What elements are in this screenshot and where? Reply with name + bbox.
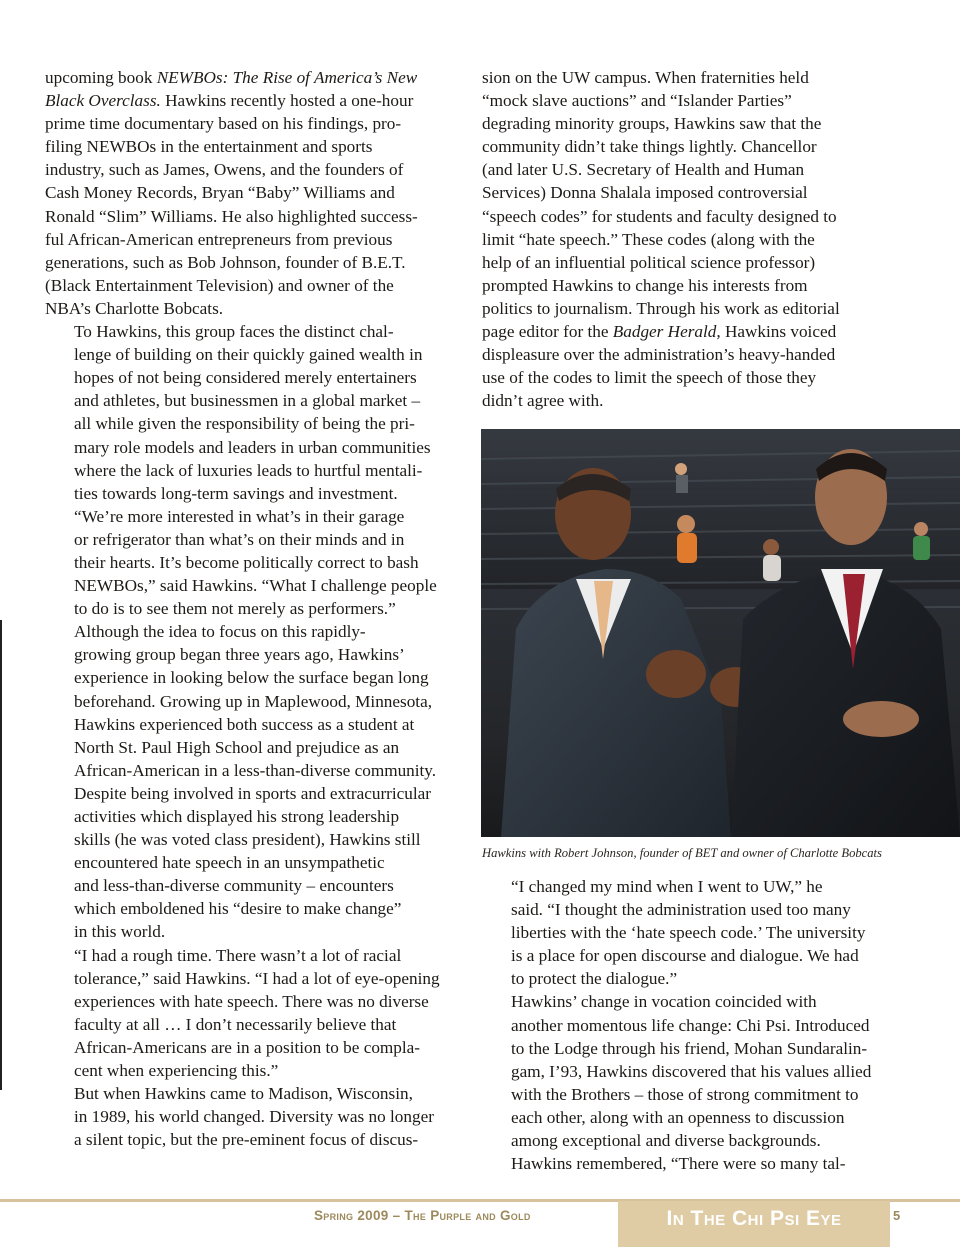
footer-section-box xyxy=(618,1201,890,1247)
text-line: a silent topic, but the pre-eminent focus of discus- xyxy=(74,1130,419,1150)
paragraph xyxy=(45,944,450,1083)
text-line: community didn’t take things lightly. Chancellor xyxy=(482,137,817,157)
text-line: “I had a rough time. There wasn’t a lot of racial xyxy=(74,945,402,965)
text-line: liberties with the ‘hate speech code.’ The university xyxy=(511,923,866,943)
paragraph xyxy=(482,990,887,1152)
paragraph xyxy=(482,66,887,412)
text-line: each other, along with an openness to discussion xyxy=(511,1107,845,1127)
article-photo xyxy=(481,429,960,837)
text-line: Cash Money Records, Bryan “Baby” Williams and xyxy=(45,183,395,203)
paragraph xyxy=(482,875,887,990)
text-run: Hawkins voiced xyxy=(720,322,837,342)
text-line: (and later U.S. Secretary of Health and Human xyxy=(482,160,805,180)
italic-run: Badger Herald, xyxy=(612,322,721,342)
text-line: To Hawkins, this group faces the distinct chal- xyxy=(74,322,394,342)
text-line: said. “I thought the administration used too many xyxy=(511,900,851,920)
text-line: NEWBOs,” said Hawkins. “What I challenge people xyxy=(74,576,437,596)
text-line: (Black Entertainment Television) and owner of the xyxy=(45,275,394,295)
text-line: tolerance,” said Hawkins. “I had a lot of eye-opening xyxy=(74,968,440,988)
text-line: didn’t agree with. xyxy=(482,391,604,411)
text-line: generations, such as Bob Johnson, founder of B.E.T. xyxy=(45,252,406,272)
footer-issue: Spring 2009 – The Purple and Gold xyxy=(314,1208,531,1223)
text-line: beforehand. Growing up in Maplewood, Minnesota, xyxy=(74,691,433,711)
text-line: sion on the UW campus. When fraternities held xyxy=(482,68,809,87)
text-line: Hawkins remembered, “There were so many tal- xyxy=(511,1154,846,1174)
text-line: “I changed my mind when I went to UW,” he xyxy=(511,877,823,896)
text-line: or refrigerator than what’s on their minds and in xyxy=(74,529,405,549)
text-line: ful African-American entrepreneurs from previous xyxy=(45,229,393,249)
text-line: NBA’s Charlotte Bobcats. xyxy=(45,298,224,318)
text-line: growing group began three years ago, Hawkins’ xyxy=(74,645,405,665)
text-line: “We’re more interested in what’s in their garage xyxy=(74,506,405,526)
text-line: prime time documentary based on his findings, pro- xyxy=(45,114,402,134)
text-run: upcoming book xyxy=(45,68,157,87)
text-line: activities which displayed his strong leadership xyxy=(74,807,400,826)
text-line: filing NEWBOs in the entertainment and sports xyxy=(45,137,373,157)
text-line: and less-than-diverse community – encounters xyxy=(74,876,394,896)
text-line: experience in looking below the surface began long xyxy=(74,668,429,688)
text-line xyxy=(45,66,450,89)
photo-illustration xyxy=(481,429,960,837)
paragraph xyxy=(45,620,450,943)
text-line: which emboldened his “desire to make change” xyxy=(74,899,402,919)
text-line: and athletes, but businessmen in a global market – xyxy=(74,391,421,411)
text-line xyxy=(45,89,450,112)
text-line: in this world. xyxy=(74,922,166,942)
page-edge-line xyxy=(0,620,2,1090)
text-line: cent when experiencing this.” xyxy=(74,1061,279,1081)
paragraph xyxy=(45,66,450,320)
text-line: Services) Donna Shalala imposed controversial xyxy=(482,183,808,203)
text-line: to the Lodge through his friend, Mohan Sundaralin- xyxy=(511,1038,868,1058)
text-line: prompted Hawkins to change his interests from xyxy=(482,275,808,295)
text-line: skills (he was voted class president), Hawkins still xyxy=(74,830,421,850)
text-line: Hawkins experienced both success as a student at xyxy=(74,714,415,734)
paragraph xyxy=(45,1082,450,1151)
text-line: African-American in a less-than-diverse community. xyxy=(74,760,437,780)
text-line: hopes of not being considered merely entertainers xyxy=(74,368,417,388)
text-line: in 1989, his world changed. Diversity was no longer xyxy=(74,1107,434,1127)
text-line: among exceptional and diverse backgrounds. xyxy=(511,1131,821,1151)
photo-caption: Hawkins with Robert Johnson, founder of BET and owner of Charlotte Bobcats xyxy=(482,846,882,860)
text-line: ties towards long-term savings and investment. xyxy=(74,483,398,503)
footer-section-title: In The Chi Psi Eye xyxy=(666,1207,842,1230)
article-column-right-bottom xyxy=(482,875,887,1175)
article-column-right-top xyxy=(482,66,887,412)
text-line: displeasure over the administration’s heavy-handed xyxy=(482,345,836,365)
text-line: degrading minority groups, Hawkins saw that the xyxy=(482,114,822,134)
text-line: all while given the responsibility of being the pri- xyxy=(74,414,415,434)
text-line: is a place for open discourse and dialogue. We had xyxy=(511,946,859,966)
text-line: their hearts. It’s become politically correct to bash xyxy=(74,552,419,572)
text-line: mary role models and leaders in urban communities xyxy=(74,437,431,457)
text-run: page editor for the xyxy=(482,322,613,342)
text-line: “mock slave auctions” and “Islander Parties” xyxy=(482,91,792,111)
text-line: “speech codes” for students and faculty designed to xyxy=(482,206,837,226)
text-line: African-Americans are in a position to be compla- xyxy=(74,1037,421,1057)
text-line: politics to journalism. Through his work as editorial xyxy=(482,298,840,318)
text-run: Hawkins recently hosted a one-hour xyxy=(160,91,414,111)
text-line xyxy=(482,320,887,343)
text-line: use of the codes to limit the speech of those they xyxy=(482,368,817,388)
text-line: another momentous life change: Chi Psi. Introduced xyxy=(511,1015,870,1035)
text-line: faculty at all … I don’t necessarily believe that xyxy=(74,1014,397,1034)
text-line: Although the idea to focus on this rapidly- xyxy=(74,622,366,642)
page-number: 5 xyxy=(893,1208,901,1223)
text-line: experiences with hate speech. There was no diverse xyxy=(74,991,429,1011)
italic-run: Black Overclass. xyxy=(45,91,161,111)
text-line: help of an influential political science professor) xyxy=(482,252,816,272)
text-line: where the lack of luxuries leads to hurtful mentali- xyxy=(74,460,423,480)
text-line: But when Hawkins came to Madison, Wisconsin, xyxy=(74,1084,413,1104)
text-line: encountered hate speech in an unsympathetic xyxy=(74,853,385,873)
text-line: lenge of building on their quickly gained wealth in xyxy=(74,345,423,365)
text-line: gam, I’93, Hawkins discovered that his values allied xyxy=(511,1061,872,1081)
paragraph xyxy=(45,320,450,505)
italic-run: NEWBOs: The Rise of America’s New xyxy=(156,68,418,87)
article-column-left xyxy=(45,66,450,1151)
text-line: Hawkins’ change in vocation coincided with xyxy=(511,992,817,1012)
text-line: North St. Paul High School and prejudice as an xyxy=(74,737,400,757)
text-line: with the Brothers – those of strong commitment to xyxy=(511,1084,859,1104)
paragraph xyxy=(45,505,450,620)
text-line: Despite being involved in sports and extracurricular xyxy=(74,783,432,803)
text-line: Ronald “Slim” Williams. He also highlighted success- xyxy=(45,206,418,226)
paragraph xyxy=(482,1152,887,1175)
text-line: industry, such as James, Owens, and the founders of xyxy=(45,160,404,180)
text-line: to protect the dialogue.” xyxy=(511,969,678,989)
text-line: to do is to see them not merely as performers.” xyxy=(74,599,396,619)
text-line: limit “hate speech.” These codes (along with the xyxy=(482,229,815,249)
